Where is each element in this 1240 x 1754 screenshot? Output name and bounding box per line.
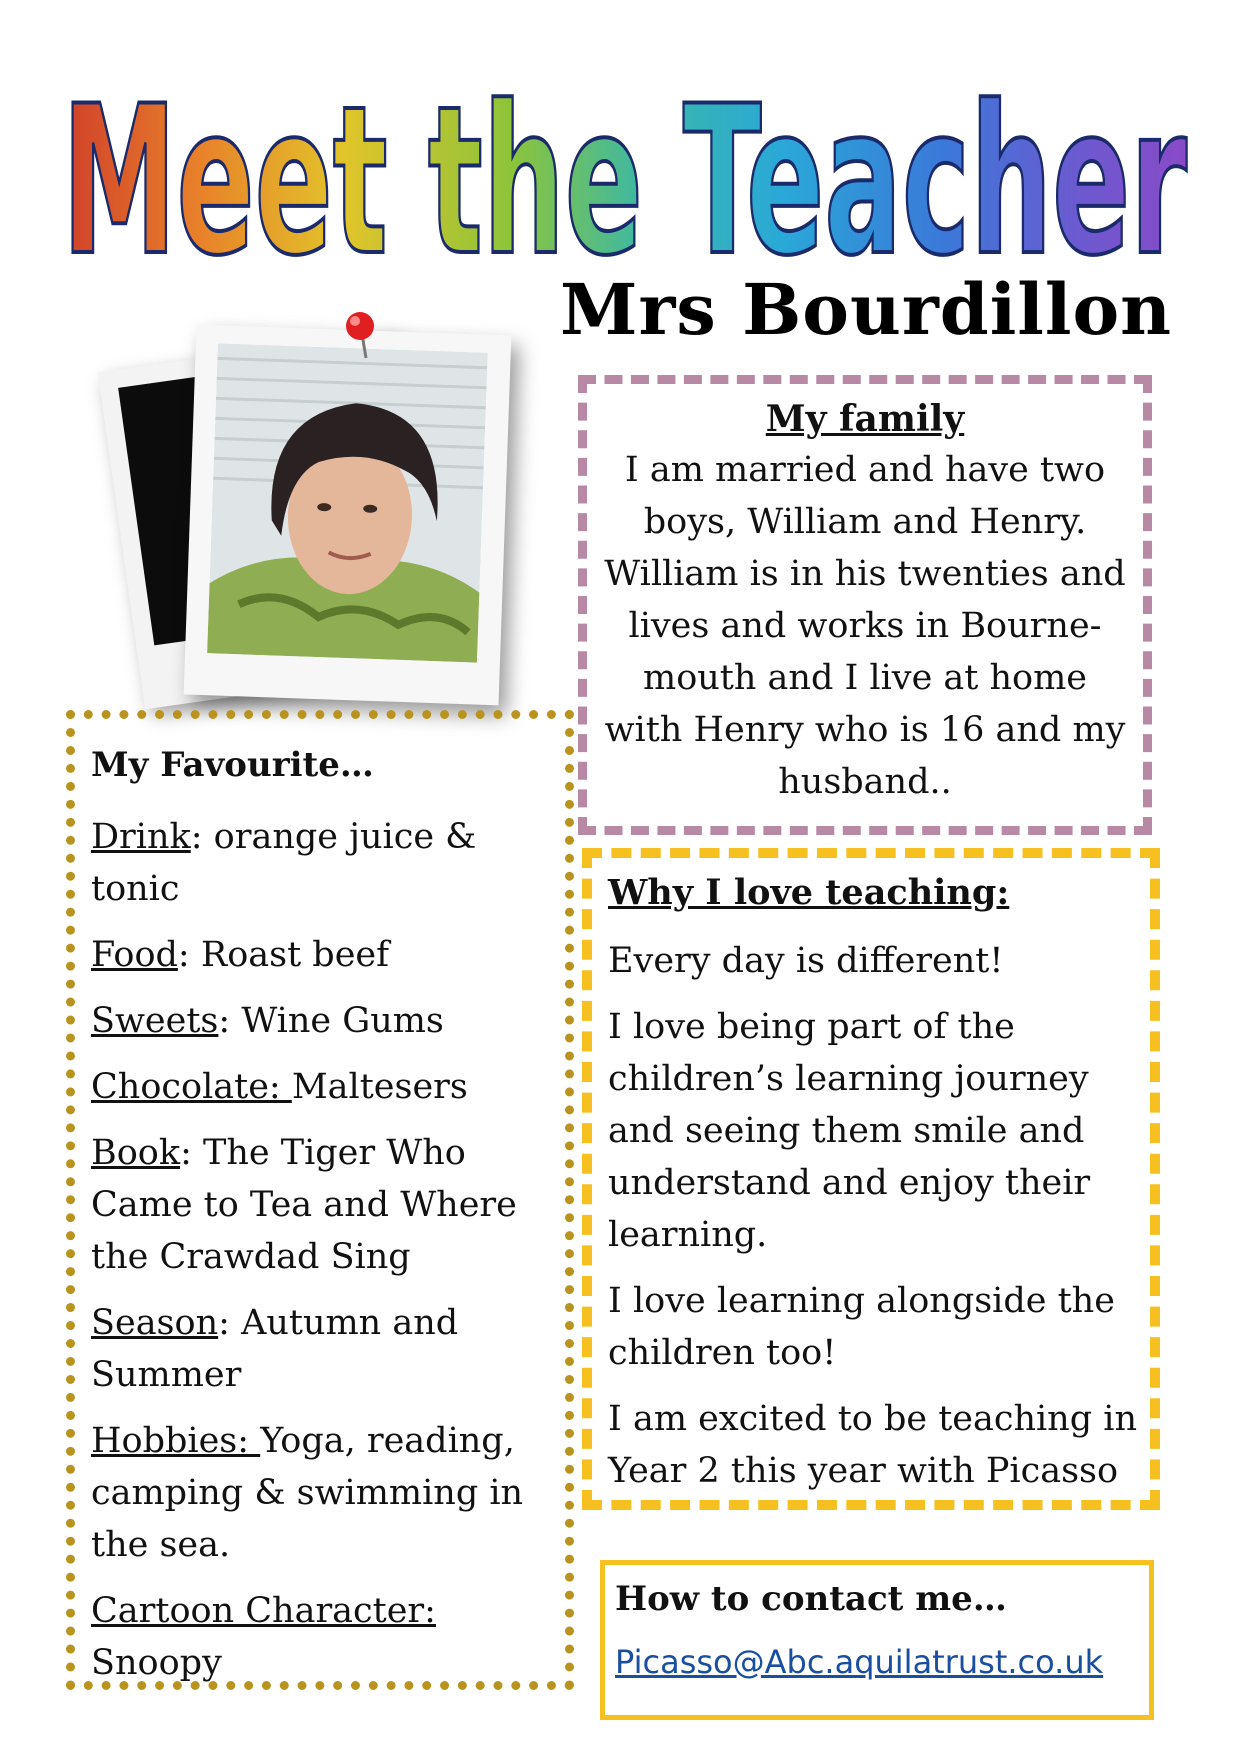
family-section	[578, 375, 1152, 835]
favourite-value: Snoopy	[91, 1643, 222, 1683]
contact-email-link[interactable]: Picasso@Abc.aquilatrust.co.uk	[615, 1643, 1104, 1681]
favourite-value: Roast beef	[200, 935, 390, 975]
favourite-item-cartoon	[91, 1585, 555, 1689]
favourite-sep: :	[177, 935, 201, 975]
favourite-value: The Tiger Who Came to Tea and Where the Crawdad Sing	[91, 1133, 517, 1277]
favourite-item-book	[91, 1127, 555, 1283]
teacher-photo-icon	[207, 343, 488, 662]
favourites-heading: My Favourite…	[91, 745, 374, 785]
favourite-sep: :	[218, 1001, 242, 1041]
teaching-paragraph: Every day is different!	[608, 941, 1004, 981]
teaching-paragraph: I love being part of the children’s learning journey and seeing them smile and understand and enjoy their learning.	[608, 1007, 1091, 1255]
favourite-sep: :	[180, 1133, 203, 1173]
favourite-sep: :	[190, 817, 214, 857]
teacher-name: Mrs Bourdillon	[560, 268, 1173, 351]
favourite-key: Chocolate:	[91, 1067, 292, 1107]
favourite-item-drink	[91, 811, 555, 915]
page-title-text: Meet the Teacher	[62, 63, 1187, 280]
favourite-key: Sweets	[91, 1001, 219, 1041]
favourites-section	[66, 710, 574, 1690]
teaching-section	[582, 848, 1160, 1510]
favourite-key: Hobbies:	[91, 1421, 261, 1461]
favourite-item-hobbies	[91, 1415, 555, 1571]
family-text: I am married and have two boys, William and Henry. William is in his twenties and lives and works in Bourne-mouth and I live at home with Henry who is 16 and my husband..	[604, 450, 1126, 802]
contact-section	[600, 1560, 1154, 1720]
teaching-paragraph: I am excited to be teaching in Year 2 this year with Picasso	[608, 1399, 1137, 1491]
favourite-value: Yoga, reading, camping & swimming in the sea.	[91, 1421, 524, 1565]
favourite-sep: :	[218, 1303, 242, 1343]
favourite-key: Season	[91, 1303, 219, 1343]
page-title	[62, 60, 1192, 280]
contact-heading: How to contact me…	[615, 1579, 1007, 1619]
favourite-key: Cartoon Character:	[91, 1591, 436, 1631]
favourite-value: Maltesers	[291, 1067, 468, 1107]
favourite-value: Autumn and Summer	[91, 1303, 459, 1395]
polaroid-front	[184, 325, 512, 706]
favourite-value: Wine Gums	[241, 1001, 444, 1041]
favourite-key: Drink	[91, 817, 191, 857]
teacher-photo-frame	[110, 310, 530, 730]
teaching-heading: Why I love teaching:	[608, 872, 1010, 913]
family-heading: My family	[765, 398, 965, 440]
favourite-value: orange juice & tonic	[91, 817, 477, 909]
push-pin-icon	[340, 306, 380, 366]
favourite-key: Food	[91, 935, 178, 975]
favourite-item-season	[91, 1297, 555, 1401]
favourite-item-chocolate	[91, 1061, 555, 1113]
teaching-paragraph: I love learning alongside the children too!	[608, 1281, 1115, 1373]
favourite-key: Book	[91, 1133, 181, 1173]
favourite-item-sweets	[91, 995, 555, 1047]
favourite-item-food	[91, 929, 555, 981]
